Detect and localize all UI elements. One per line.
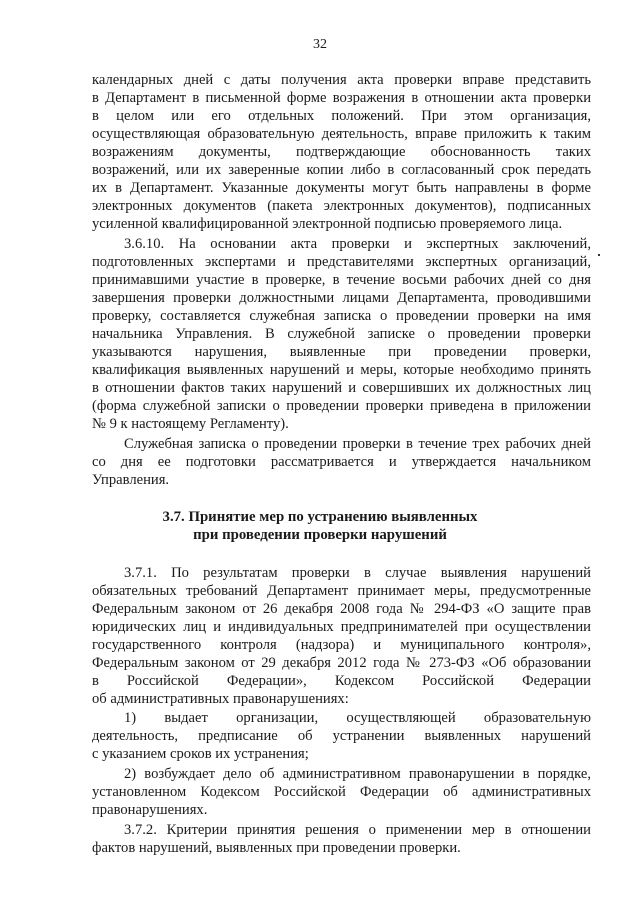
text-line: принимавшими участие в проверке, в течение восьми рабочих дней со дня [92,272,591,288]
text-line: начальника Управления. В служебной записке о проведении проверки [92,326,591,342]
text-line: обязательных требований Департамент принимает меры, предусмотренные [92,583,591,599]
text-line: их в Департамент. Указанные документы могут быть направлены в форме [92,180,591,196]
text-line: осуществляющая образовательную деятельность, вправе приложить к таким [92,126,591,142]
text-line: 2) возбуждает дело об административном правонарушении в порядке, [124,766,591,782]
text-line: № 9 к настоящему Регламенту). [92,416,289,432]
text-line: Федеральным законом от 26 декабря 2008 года № 294-ФЗ «О защите прав [92,601,591,617]
text-line: 3.7.1. По результатам проверки в случае выявления нарушений [124,565,591,581]
text-line: (форма служебной записки о проведении проверки приведена в приложении [92,398,591,414]
text-line: с указанием сроков их устранения; [92,746,309,762]
section-heading: при проведении проверки нарушений [193,527,447,543]
text-line: завершения проверки должностными лицами Департамента, проводившими [92,290,591,306]
text-line: электронных документов (пакета электронных документов), подписанных [92,198,591,214]
text-line: возражений, или их заверенные копии либо в согласованный срок передать [92,162,591,178]
text-line: усиленной квалифицированной электронной подписью проверяемого лица. [92,216,563,232]
text-line: установленном Кодексом Российской Федерации об административных [92,784,591,800]
text-line: указываются нарушения, выявленные при проведении проверки, [92,344,591,360]
text-line: возражениям документы, подтверждающие обоснованность таких [92,144,591,160]
text-line: в Российской Федерации», Кодексом Российской Федерации [92,673,591,689]
text-line: в Департамент в письменной форме возражения в отношении акта проверки [92,90,591,106]
text-line: правонарушениях. [92,802,208,818]
text-line: 1) выдает организации, осуществляющей образовательную [124,710,591,726]
text-line: подготовленных экспертами и представителями экспертных организаций, [92,254,591,270]
text-line: фактов нарушений, выявленных при проведении проверки. [92,840,461,856]
text-line: 3.6.10. На основании акта проверки и экспертных заключений, [124,236,591,252]
text-line: 3.7.2. Критерии принятия решения о применении мер в отношении [124,822,591,838]
text-line: государственного контроля (надзора) и муниципального контроля», [92,637,591,653]
page-number: 32 [313,37,327,52]
text-line: со дня ее подготовки рассматривается и утверждается начальником [92,454,591,470]
text-line: квалификация выявленных нарушений и меры, которые необходимо принять [92,362,591,378]
text-line: деятельность, предписание об устранении выявленных нарушений [92,728,591,744]
text-line: проверку, составляется служебная записка о проведении проверки на имя [92,308,591,324]
section-heading: 3.7. Принятие мер по устранению выявленных [162,509,478,525]
scan-speck [598,254,600,256]
text-line: юридических лиц и индивидуальных предпринимателей при осуществлении [92,619,591,635]
text-line: Управления. [92,472,170,488]
text-line: об административных правонарушениях: [92,691,349,707]
text-line: календарных дней с даты получения акта проверки вправе представить [92,72,591,88]
text-line: Служебная записка о проведении проверки в течение трех рабочих дней [124,436,591,452]
text-line: в целом или его отдельных положений. При этом организация, [92,108,591,124]
text-line: в отношении фактов таких нарушений и совершивших их должностных лиц [92,380,591,396]
text-line: Федеральным законом от 29 декабря 2012 года № 273-ФЗ «Об образовании [92,655,591,671]
